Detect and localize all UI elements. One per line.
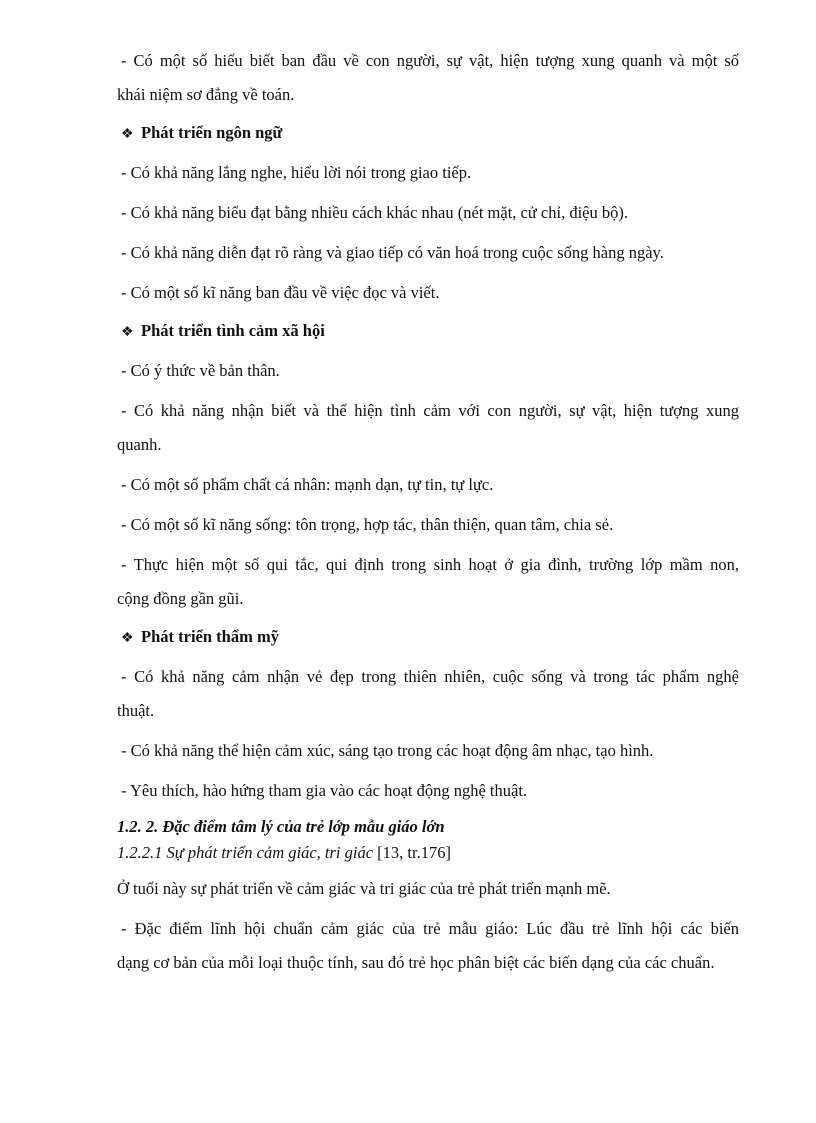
paragraph: - Có một số hiểu biết ban đầu về con người, sự vật, hiện tượng xung quanh và một số: [121, 51, 739, 70]
list-item: - Thực hiện một số qui tắc, qui định trong sinh hoạt ở gia đình, trường lớp mầm non,: [121, 555, 739, 574]
paragraph-continuation: khái niệm sơ đẳng về toán.: [117, 85, 295, 104]
paragraph: - Đặc điểm lĩnh hội chuẩn cảm giác của trẻ mẫu giáo: Lúc đầu trẻ lĩnh hội các biến: [121, 919, 739, 938]
list-item-continuation: thuật.: [117, 701, 155, 720]
citation-ref: [13, tr.176]: [373, 843, 451, 862]
paragraph-continuation: dạng cơ bản của mỗi loại thuộc tính, sau đó trẻ học phân biệt các biến dạng của các chuẩn.: [117, 953, 715, 972]
section-heading-language: [117, 116, 739, 152]
list-item-continuation: cộng đồng gần gũi.: [117, 589, 244, 608]
section-heading-social: [117, 314, 739, 350]
subsection-title-text: 1.2.2.1 Sự phát triển cảm giác, tri giác: [117, 843, 374, 862]
diamond-bullet-icon: ❖: [121, 325, 134, 340]
list-item: - Có khả năng lắng nghe, hiểu lời nói trong giao tiếp.: [121, 163, 472, 182]
list-item: - Có khả năng thể hiện cảm xúc, sáng tạo trong các hoạt động âm nhạc, tạo hình.: [121, 741, 654, 760]
paragraph: Ở tuổi này sự phát triển về cảm giác và tri giác của trẻ phát triển mạnh mẽ.: [117, 879, 611, 898]
list-item: - Có khả năng biểu đạt bằng nhiều cách khác nhau (nét mặt, cử chỉ, điệu bộ).: [121, 203, 628, 222]
list-item: - Có một số kĩ năng ban đầu về việc đọc và viết.: [121, 283, 440, 302]
list-item: - Có khả năng diễn đạt rõ ràng và giao tiếp có văn hoá trong cuộc sống hàng ngày.: [121, 243, 664, 262]
diamond-bullet-icon: ❖: [121, 127, 134, 142]
diamond-bullet-icon: ❖: [121, 631, 134, 646]
list-item: - Có một số kĩ năng sống: tôn trọng, hợp tác, thân thiện, quan tâm, chia sẻ.: [121, 515, 614, 534]
list-item: - Có khả năng cảm nhận vẻ đẹp trong thiên nhiên, cuộc sống và trong tác phẩm nghệ: [121, 667, 739, 686]
list-item: - Có một số phẩm chất cá nhân: mạnh dạn, tự tin, tự lực.: [121, 475, 494, 494]
section-heading-text: Phát triển tình cảm xã hội: [141, 321, 325, 340]
document-page: [117, 44, 739, 980]
list-item-continuation: quanh.: [117, 435, 162, 454]
list-item: - Yêu thích, hào hứng tham gia vào các hoạt động nghệ thuật.: [121, 781, 528, 800]
section-heading-text: Phát triển ngôn ngữ: [141, 123, 283, 142]
section-title: 1.2. 2. Đặc điểm tâm lý của trẻ lớp mẫu giáo lớn: [117, 817, 445, 836]
section-heading-text: Phát triển thẩm mỹ: [141, 627, 279, 646]
list-item: - Có ý thức về bản thân.: [121, 361, 280, 380]
subsection-title: [117, 840, 739, 866]
section-heading-aesthetic: [117, 620, 739, 656]
list-item: - Có khả năng nhận biết và thể hiện tình cảm với con người, sự vật, hiện tượng xung: [121, 401, 739, 420]
